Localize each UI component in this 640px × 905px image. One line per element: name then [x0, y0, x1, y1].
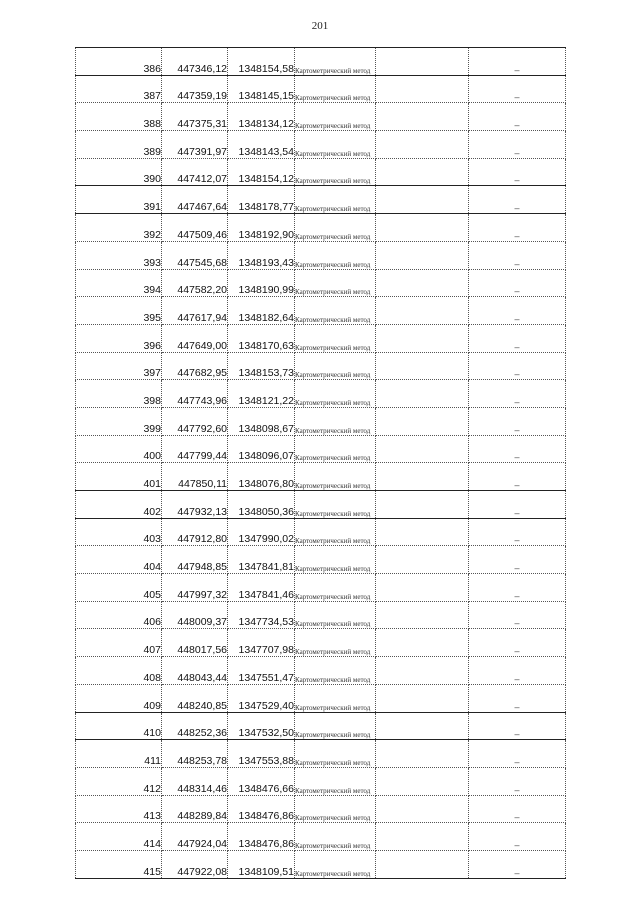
method-cell: Картометрический метод: [295, 740, 376, 768]
y-coordinate: 1348096,07: [228, 435, 295, 463]
x-coordinate: 447467,64: [162, 186, 228, 214]
y-coordinate: 1347551,47: [228, 657, 295, 685]
x-coordinate: 447509,46: [162, 214, 228, 242]
note-cell: –: [469, 158, 566, 186]
coordinates-table-body: [76, 48, 566, 879]
y-coordinate: 1347707,98: [228, 629, 295, 657]
x-coordinate: 447912,80: [162, 518, 228, 546]
point-number: 415: [76, 850, 162, 878]
x-coordinate: 447649,00: [162, 324, 228, 352]
point-number: 414: [76, 823, 162, 851]
point-number: 389: [76, 131, 162, 159]
method-cell: Картометрический метод: [295, 407, 376, 435]
point-number: 403: [76, 518, 162, 546]
x-coordinate: 447799,44: [162, 435, 228, 463]
point-number: 407: [76, 629, 162, 657]
table-row: [76, 546, 566, 574]
table-row: [76, 103, 566, 131]
empty-cell: [376, 491, 469, 519]
y-coordinate: 1348098,67: [228, 407, 295, 435]
table-row: [76, 518, 566, 546]
table-row: [76, 241, 566, 269]
method-cell: Картометрический метод: [295, 269, 376, 297]
x-coordinate: 447682,95: [162, 352, 228, 380]
table-row: [76, 435, 566, 463]
method-cell: Картометрический метод: [295, 518, 376, 546]
table-row: [76, 75, 566, 103]
table-row: [76, 131, 566, 159]
x-coordinate: 447359,19: [162, 75, 228, 103]
empty-cell: [376, 601, 469, 629]
empty-cell: [376, 740, 469, 768]
x-coordinate: 447997,32: [162, 574, 228, 602]
point-number: 390: [76, 158, 162, 186]
x-coordinate: 447346,12: [162, 48, 228, 76]
empty-cell: [376, 657, 469, 685]
empty-cell: [376, 684, 469, 712]
x-coordinate: 447922,08: [162, 850, 228, 878]
note-cell: –: [469, 214, 566, 242]
y-coordinate: 1347841,46: [228, 574, 295, 602]
note-cell: –: [469, 352, 566, 380]
method-cell: Картометрический метод: [295, 103, 376, 131]
table-row: [76, 574, 566, 602]
x-coordinate: 447932,13: [162, 491, 228, 519]
x-coordinate: 448043,44: [162, 657, 228, 685]
empty-cell: [376, 407, 469, 435]
empty-cell: [376, 629, 469, 657]
note-cell: –: [469, 657, 566, 685]
method-cell: Картометрический метод: [295, 158, 376, 186]
y-coordinate: 1348476,86: [228, 795, 295, 823]
point-number: 409: [76, 684, 162, 712]
point-number: 408: [76, 657, 162, 685]
point-number: 401: [76, 463, 162, 491]
table-row: [76, 380, 566, 408]
y-coordinate: 1348476,86: [228, 823, 295, 851]
point-number: 400: [76, 435, 162, 463]
point-number: 392: [76, 214, 162, 242]
x-coordinate: 448253,78: [162, 740, 228, 768]
empty-cell: [376, 767, 469, 795]
note-cell: –: [469, 712, 566, 740]
y-coordinate: 1348476,66: [228, 767, 295, 795]
empty-cell: [376, 352, 469, 380]
empty-cell: [376, 297, 469, 325]
y-coordinate: 1348134,12: [228, 103, 295, 131]
empty-cell: [376, 214, 469, 242]
point-number: 387: [76, 75, 162, 103]
note-cell: –: [469, 850, 566, 878]
note-cell: –: [469, 407, 566, 435]
table-row: [76, 491, 566, 519]
y-coordinate: 1348143,54: [228, 131, 295, 159]
y-coordinate: 1348178,77: [228, 186, 295, 214]
empty-cell: [376, 269, 469, 297]
note-cell: –: [469, 629, 566, 657]
empty-cell: [376, 850, 469, 878]
table-row: [76, 767, 566, 795]
x-coordinate: 447391,97: [162, 131, 228, 159]
note-cell: –: [469, 823, 566, 851]
method-cell: Картометрический метод: [295, 380, 376, 408]
point-number: 411: [76, 740, 162, 768]
table-row: [76, 795, 566, 823]
empty-cell: [376, 795, 469, 823]
y-coordinate: 1348190,99: [228, 269, 295, 297]
point-number: 399: [76, 407, 162, 435]
method-cell: Картометрический метод: [295, 601, 376, 629]
empty-cell: [376, 158, 469, 186]
point-number: 388: [76, 103, 162, 131]
point-number: 386: [76, 48, 162, 76]
y-coordinate: 1347734,53: [228, 601, 295, 629]
note-cell: –: [469, 186, 566, 214]
method-cell: Картометрический метод: [295, 324, 376, 352]
point-number: 395: [76, 297, 162, 325]
empty-cell: [376, 103, 469, 131]
x-coordinate: 447924,04: [162, 823, 228, 851]
table-row: [76, 158, 566, 186]
method-cell: Картометрический метод: [295, 186, 376, 214]
point-number: 406: [76, 601, 162, 629]
point-number: 396: [76, 324, 162, 352]
y-coordinate: 1348154,58: [228, 48, 295, 76]
method-cell: Картометрический метод: [295, 214, 376, 242]
empty-cell: [376, 48, 469, 76]
empty-cell: [376, 463, 469, 491]
point-number: 413: [76, 795, 162, 823]
note-cell: –: [469, 740, 566, 768]
y-coordinate: 1348109,51: [228, 850, 295, 878]
method-cell: Картометрический метод: [295, 131, 376, 159]
note-cell: –: [469, 269, 566, 297]
note-cell: –: [469, 75, 566, 103]
y-coordinate: 1348050,36: [228, 491, 295, 519]
table-row: [76, 269, 566, 297]
y-coordinate: 1348153,73: [228, 352, 295, 380]
point-number: 402: [76, 491, 162, 519]
method-cell: Картометрический метод: [295, 435, 376, 463]
method-cell: Картометрический метод: [295, 712, 376, 740]
note-cell: –: [469, 48, 566, 76]
method-cell: Картометрический метод: [295, 75, 376, 103]
point-number: 404: [76, 546, 162, 574]
empty-cell: [376, 75, 469, 103]
y-coordinate: 1347532,50: [228, 712, 295, 740]
x-coordinate: 448252,36: [162, 712, 228, 740]
point-number: 405: [76, 574, 162, 602]
x-coordinate: 448009,37: [162, 601, 228, 629]
empty-cell: [376, 574, 469, 602]
note-cell: –: [469, 463, 566, 491]
table-row: [76, 850, 566, 878]
point-number: 394: [76, 269, 162, 297]
point-number: 397: [76, 352, 162, 380]
method-cell: Картометрический метод: [295, 241, 376, 269]
x-coordinate: 447948,85: [162, 546, 228, 574]
x-coordinate: 447617,94: [162, 297, 228, 325]
y-coordinate: 1348145,15: [228, 75, 295, 103]
y-coordinate: 1347841,81: [228, 546, 295, 574]
coordinates-table: [75, 47, 566, 879]
y-coordinate: 1348076,80: [228, 463, 295, 491]
empty-cell: [376, 435, 469, 463]
note-cell: –: [469, 491, 566, 519]
x-coordinate: 447792,60: [162, 407, 228, 435]
x-coordinate: 447743,96: [162, 380, 228, 408]
method-cell: Картометрический метод: [295, 795, 376, 823]
y-coordinate: 1347990,02: [228, 518, 295, 546]
method-cell: Картометрический метод: [295, 767, 376, 795]
x-coordinate: 447375,31: [162, 103, 228, 131]
table-row: [76, 712, 566, 740]
empty-cell: [376, 546, 469, 574]
method-cell: Картометрический метод: [295, 463, 376, 491]
x-coordinate: 447545,68: [162, 241, 228, 269]
empty-cell: [376, 823, 469, 851]
x-coordinate: 448017,56: [162, 629, 228, 657]
empty-cell: [376, 380, 469, 408]
note-cell: –: [469, 324, 566, 352]
method-cell: Картометрический метод: [295, 657, 376, 685]
page-number: 201: [311, 20, 329, 32]
note-cell: –: [469, 435, 566, 463]
y-coordinate: 1348170,63: [228, 324, 295, 352]
x-coordinate: 448240,85: [162, 684, 228, 712]
table-row: [76, 297, 566, 325]
point-number: 391: [76, 186, 162, 214]
note-cell: –: [469, 297, 566, 325]
table-row: [76, 214, 566, 242]
method-cell: Картометрический метод: [295, 574, 376, 602]
y-coordinate: 1348154,12: [228, 158, 295, 186]
y-coordinate: 1348182,64: [228, 297, 295, 325]
x-coordinate: 448289,84: [162, 795, 228, 823]
x-coordinate: 447582,20: [162, 269, 228, 297]
y-coordinate: 1347553,88: [228, 740, 295, 768]
note-cell: –: [469, 241, 566, 269]
method-cell: Картометрический метод: [295, 297, 376, 325]
note-cell: –: [469, 601, 566, 629]
empty-cell: [376, 518, 469, 546]
table-row: [76, 684, 566, 712]
note-cell: –: [469, 131, 566, 159]
empty-cell: [376, 131, 469, 159]
y-coordinate: 1348121,22: [228, 380, 295, 408]
table-row: [76, 463, 566, 491]
table-row: [76, 352, 566, 380]
method-cell: Картометрический метод: [295, 546, 376, 574]
method-cell: Картометрический метод: [295, 491, 376, 519]
table-row: [76, 740, 566, 768]
y-coordinate: 1348192,90: [228, 214, 295, 242]
y-coordinate: 1348193,43: [228, 241, 295, 269]
note-cell: –: [469, 546, 566, 574]
note-cell: –: [469, 380, 566, 408]
empty-cell: [376, 186, 469, 214]
note-cell: –: [469, 767, 566, 795]
empty-cell: [376, 324, 469, 352]
method-cell: Картометрический метод: [295, 850, 376, 878]
point-number: 398: [76, 380, 162, 408]
table-row: [76, 48, 566, 76]
method-cell: Картометрический метод: [295, 684, 376, 712]
method-cell: Картометрический метод: [295, 629, 376, 657]
empty-cell: [376, 241, 469, 269]
point-number: 393: [76, 241, 162, 269]
note-cell: –: [469, 103, 566, 131]
table-row: [76, 324, 566, 352]
table-row: [76, 407, 566, 435]
x-coordinate: 447412,07: [162, 158, 228, 186]
table-row: [76, 657, 566, 685]
method-cell: Картометрический метод: [295, 48, 376, 76]
y-coordinate: 1347529,40: [228, 684, 295, 712]
x-coordinate: 448314,46: [162, 767, 228, 795]
method-cell: Картометрический метод: [295, 352, 376, 380]
x-coordinate: 447850,11: [162, 463, 228, 491]
table-row: [76, 629, 566, 657]
table-row: [76, 823, 566, 851]
point-number: 412: [76, 767, 162, 795]
empty-cell: [376, 712, 469, 740]
note-cell: –: [469, 795, 566, 823]
note-cell: –: [469, 684, 566, 712]
point-number: 410: [76, 712, 162, 740]
table-row: [76, 186, 566, 214]
note-cell: –: [469, 518, 566, 546]
note-cell: –: [469, 574, 566, 602]
table-row: [76, 601, 566, 629]
method-cell: Картометрический метод: [295, 823, 376, 851]
